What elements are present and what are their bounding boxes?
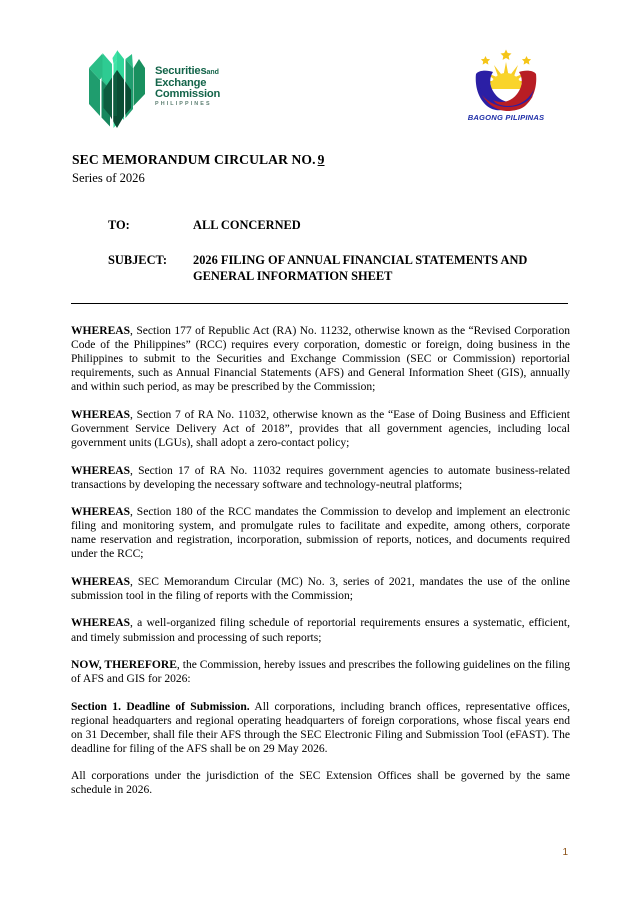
whereas-3-text: , Section 17 of RA No. 11032 requires government agencies to automate business-related transactions by developing the necessary software and technology-neutral platforms;	[71, 464, 570, 491]
bagong-pilipinas-sun-emblem-icon	[452, 48, 560, 112]
circular-series: Series of 2026	[72, 171, 145, 185]
document-body	[71, 324, 570, 798]
section-1-lead: Section 1. Deadline of Submission.	[71, 700, 250, 713]
memo-to-label: TO:	[108, 218, 130, 232]
bagong-pilipinas-logo-block	[452, 48, 560, 122]
sec-wordmark-and: and	[206, 68, 219, 76]
memo-subject-label: SUBJECT:	[108, 253, 167, 268]
now-therefore-lead: NOW, THEREFORE	[71, 659, 177, 672]
paragraph-whereas-4	[71, 505, 570, 561]
paragraph-whereas-2	[71, 408, 570, 450]
paragraph-whereas-1	[71, 324, 570, 394]
bagong-pilipinas-caption: BAGONG PILIPINAS	[467, 113, 545, 122]
circular-number-prefix: SEC MEMORANDUM CIRCULAR NO.	[72, 152, 316, 167]
memo-subject-line-1: 2026 FILING OF ANNUAL FINANCIAL STATEMENTS AND	[193, 253, 528, 268]
memo-meta-block	[108, 218, 578, 284]
sec-wordmark-line3: Commission	[155, 88, 221, 101]
now-therefore-text: , the Commission, hereby issues and prescribes the following guidelines on the filing of AFS and GIS for 2026:	[71, 659, 570, 686]
memo-subject-row	[108, 253, 578, 284]
paragraph-whereas-6	[71, 616, 570, 644]
sec-wordmark	[155, 66, 220, 108]
paragraph-whereas-3	[71, 464, 570, 492]
whereas-6-lead: WHEREAS	[71, 617, 131, 630]
whereas-3-lead: WHEREAS	[71, 464, 131, 477]
paragraph-whereas-5	[71, 575, 570, 603]
header-divider	[71, 303, 568, 304]
whereas-2-text: , Section 7 of RA No. 11032, otherwise known as the “Ease of Doing Business and Efficient Government Service Delivery Act of 2018”, provides that all government agencies, including local government units (LGUs), shall adopt a zero-contact policy;	[71, 408, 570, 450]
sec-wordmark-line2: Exchange	[155, 76, 207, 89]
whereas-1-text: , Section 177 of Republic Act (RA) No. 11232, otherwise known as the “Revised Corporation Code of the Philippines” (RCC) requires every corporation, domestic or foreign, doing business in the Philippines to submit to the Securities and Exchange Commission (SEC or Commission) reportorial requirements, such as Annual Financial Statements (AFS) and General Information Sheet (GIS), annually and within such period, as may be prescribed by the Commission;	[71, 325, 570, 394]
whereas-5-lead: WHEREAS	[71, 575, 131, 588]
sec-wordmark-subtitle: PHILIPPINES	[155, 101, 212, 108]
memo-to-value: ALL CONCERNED	[193, 218, 301, 232]
memo-to-row	[108, 218, 578, 233]
paragraph-closing: All corporations under the jurisdiction of the SEC Extension Offices shall be governed by the same schedule in 2026.	[71, 770, 570, 797]
sec-wordmark-line1: Securities	[155, 64, 207, 77]
memo-subject-line-2: GENERAL INFORMATION SHEET	[193, 268, 393, 283]
whereas-6-text: , a well-organized filing schedule of reportorial requirements ensures a systematic, efficient, and timely submission and processing of such reports;	[71, 617, 570, 644]
whereas-2-lead: WHEREAS	[71, 408, 131, 421]
paragraph-now-therefore	[71, 658, 570, 686]
whereas-5-text: , SEC Memorandum Circular (MC) No. 3, series of 2021, mandates the use of the online submission tool in the filing of reports with the Commission;	[71, 575, 570, 602]
circular-number-line	[72, 152, 328, 168]
paragraph-section-1	[71, 700, 570, 756]
circular-heading	[72, 152, 328, 186]
whereas-1-lead: WHEREAS	[71, 325, 131, 337]
whereas-4-lead: WHEREAS	[71, 506, 131, 519]
circular-number-value: 9	[317, 152, 325, 167]
sec-logo-block	[88, 46, 220, 128]
letterhead	[0, 46, 636, 142]
page-number: 1	[562, 847, 568, 858]
whereas-4-text: , Section 180 of the RCC mandates the Commission to develop and implement an electronic filing and monitoring system, and promulgate rules to facilitate and expedite, among others, corporate name reservation and registration, incorporation, submission of reports, notices, and documents required under the RCC;	[71, 506, 570, 561]
sec-hexagon-logo-icon	[88, 46, 146, 128]
section-1-text: All corporations, including branch offices, representative offices, regional headquarters and regional operating headquarters of foreign corporations, whose fiscal years end on 31 December, shall file their AFS through the SEC Electronic Filing and Submission Tool (eFAST). The deadline for filing of the AFS shall be on 29 May 2026.	[71, 700, 570, 755]
memo-subject-value	[193, 253, 527, 284]
